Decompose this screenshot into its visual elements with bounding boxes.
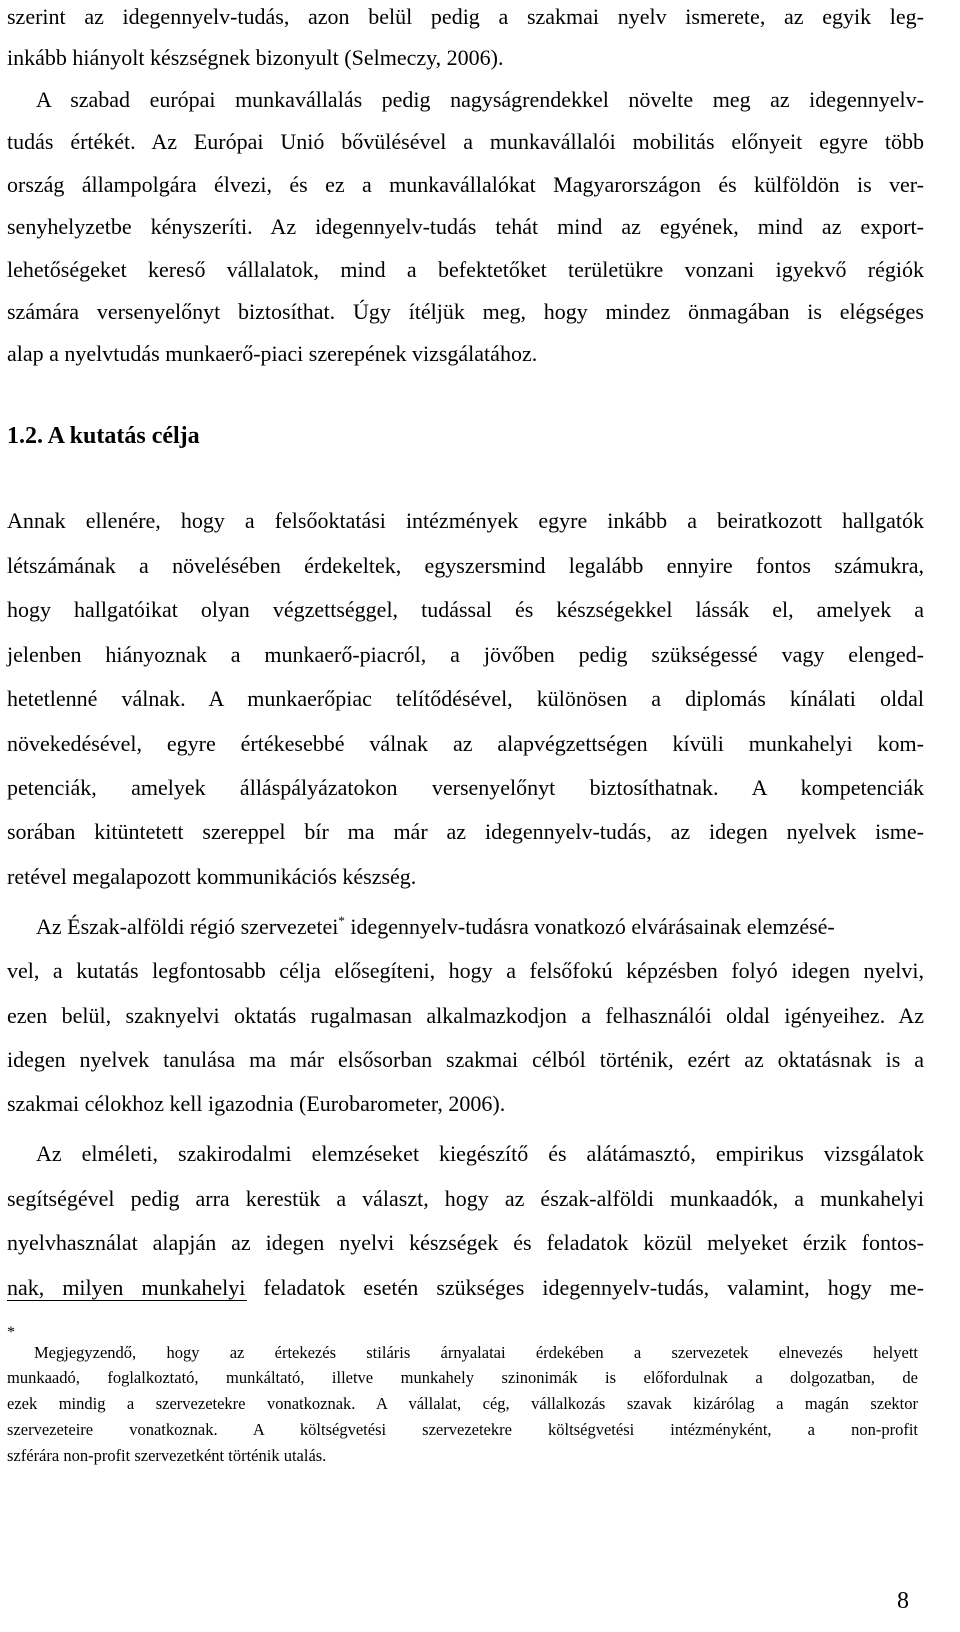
text-line: A szabad európai munkavállalás pedig nagyságrendekkel növelte meg az idegennyelv- <box>36 87 924 112</box>
text-line: alap a nyelvtudás munkaerő-piaci szerepének vizsgálatához. <box>7 341 538 366</box>
footnote-line: szférára non-profit szervezetként történik utalás. <box>7 1446 327 1465</box>
text-line: növekedésével, egyre értékesebbé válnak az alapvégzettségen kívüli munkahelyi kom- <box>7 731 924 756</box>
text-line: ezen belül, szaknyelvi oktatás rugalmasan alkalmazkodjon a felhasználói oldal igényeihez. Az <box>7 1003 924 1028</box>
footnote-marker: * <box>7 1324 15 1341</box>
text-line: segítségével pedig arra kerestük a választ, hogy az észak-alföldi munkaadók, a munkahelyi <box>7 1186 924 1211</box>
footnote-line: Megjegyzendő, hogy az értekezés stiláris árnyalatai érdekében a szervezetek elnevezés helyett <box>34 1343 918 1362</box>
footnote-reference: * <box>338 913 345 928</box>
text-segment: idegennyelv-tudásra vonatkozó elvárásainak elemzésé- <box>344 914 835 939</box>
text-line: tudás értékét. Az Európai Unió bővülésével a munkavállalói mobilitás előnyeit egyre több <box>7 129 924 154</box>
text-segment: Az Észak-alföldi régió szervezetei <box>36 914 339 939</box>
text-line: hogy hallgatóikat olyan végzettséggel, tudással és készségekkel lássák el, amelyek a <box>7 597 924 622</box>
page-number: 8 <box>897 1588 909 1614</box>
text-line: nyelvhasználat alapján az idegen nyelvi készségek és feladatok közül melyeket érzik fontos- <box>7 1230 924 1255</box>
text-line: retével megalapozott kommunikációs készség. <box>7 864 417 889</box>
text-line-with-footnote-reference <box>36 914 924 943</box>
footnote-line: ezek mindig a szervezetekre vonatkoznak. A vállalat, cég, vállalkozás szavak kizárólag a magán szektor <box>7 1394 918 1413</box>
text-line: létszámának a növelésében érdekeltek, egyszersmind legalább ennyire fontos számukra, <box>7 553 924 578</box>
text-line: ország állampolgára élvezi, és ez a munkavállalókat Magyarországon és külföldön is ver- <box>7 172 924 197</box>
text-line: jelenben hiányoznak a munkaerő-piacról, a jövőben pedig szükségessé vagy elenged- <box>7 642 924 667</box>
text-line: inkább hiányolt készségnek bizonyult (Selmeczy, 2006). <box>7 45 504 70</box>
text-line: szerint az idegennyelv-tudás, azon belül pedig a szakmai nyelv ismerete, az egyik leg- <box>7 4 924 29</box>
text-line: nak, milyen munkahelyi feladatok esetén szükséges idegennyelv-tudás, valamint, hogy me- <box>7 1275 924 1300</box>
text-line: számára versenyelőnyt biztosíthat. Úgy ítéljük meg, hogy mindez önmagában is elégséges <box>7 299 924 324</box>
text-line: petenciák, amelyek álláspályázatokon versenyelőnyt biztosíthatnak. A kompetenciák <box>7 775 924 800</box>
text-line: senyhelyzetbe kényszeríti. Az idegennyelv-tudás tehát mind az egyének, mind az export- <box>7 214 924 239</box>
section-heading: 1.2. A kutatás célja <box>7 423 200 449</box>
text-line: sorában kitüntetett szereppel bír ma már az idegennyelv-tudás, az idegen nyelvek isme- <box>7 819 924 844</box>
text-line: vel, a kutatás legfontosabb célja elősegíteni, hogy a felsőfokú képzésben folyó idegen nyelvi, <box>7 958 924 983</box>
text-line: Annak ellenére, hogy a felsőoktatási intézmények egyre inkább a beiratkozott hallgatók <box>7 508 924 533</box>
footnote-line: szervezeteire vonatkoznak. A költségvetési szervezetekre költségvetési intézményként, a non-profit <box>7 1420 918 1439</box>
text-line: hetetlenné válnak. A munkaerőpiac telítődésével, különösen a diplomás kínálati oldal <box>7 686 924 711</box>
text-line: Az elméleti, szakirodalmi elemzéseket kiegészítő és alátámasztó, empirikus vizsgálatok <box>36 1141 924 1166</box>
text-line: lehetőségeket kereső vállalatok, mind a befektetőket területükre vonzani igyekvő régiók <box>7 257 924 282</box>
text-line: szakmai célokhoz kell igazodnia (Eurobarometer, 2006). <box>7 1091 506 1116</box>
text-line: idegen nyelvek tanulása ma már elsősorban szakmai célból történik, ezért az oktatásnak is a <box>7 1047 924 1072</box>
footnote-separator <box>7 1300 247 1301</box>
footnote-line: munkaadó, foglalkoztató, munkáltató, illetve munkahely szinonimák is előfordulnak a dolgozatban, de <box>7 1368 918 1387</box>
